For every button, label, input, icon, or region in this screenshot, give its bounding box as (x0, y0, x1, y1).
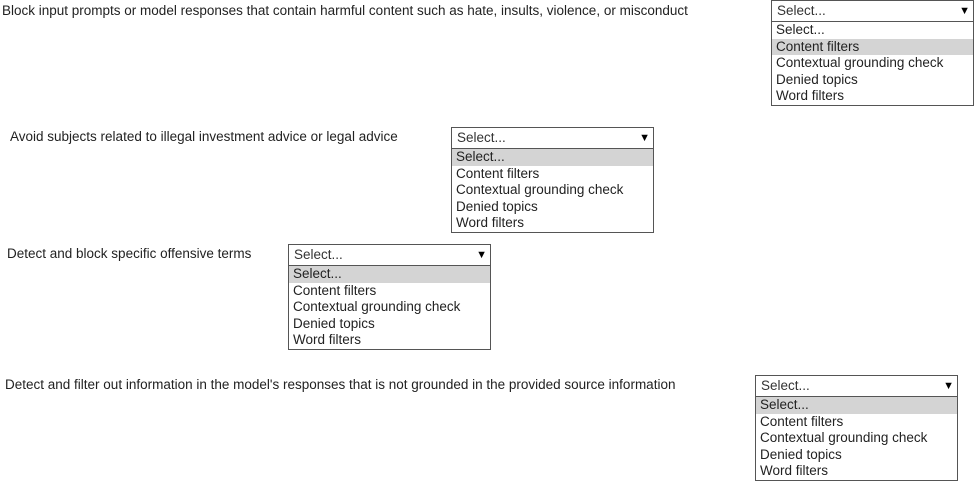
question-1-dropdown[interactable] (771, 0, 974, 106)
question-4-select[interactable] (755, 375, 958, 397)
option-select[interactable]: Select... (756, 397, 957, 414)
chevron-down-icon[interactable]: ▼ (639, 132, 650, 144)
option-denied-topics[interactable]: Denied topics (456, 198, 538, 214)
option-content-filters[interactable]: Content filters (772, 39, 973, 56)
option-select[interactable]: Select... (452, 149, 653, 166)
chevron-down-icon[interactable]: ▼ (959, 5, 970, 17)
question-1-select-value: Select... (777, 3, 826, 18)
question-2-select-value: Select... (457, 130, 506, 145)
question-2-dropdown[interactable] (451, 127, 654, 233)
option-word-filters[interactable]: Word filters (293, 332, 362, 347)
option-content-filters[interactable]: Content filters (456, 165, 540, 181)
question-4-prompt: Detect and filter out information in the model's responses that is not grounded in the provided source information (5, 377, 676, 392)
option-select[interactable]: Select... (776, 22, 825, 37)
question-4-dropdown[interactable] (755, 375, 958, 481)
question-1-prompt: Block input prompts or model responses that contain harmful content such as hate, insults, violence, or misconduct (2, 3, 688, 18)
option-content-filters[interactable]: Content filters (760, 413, 844, 429)
question-1-options-list (771, 22, 974, 106)
option-denied-topics[interactable]: Denied topics (293, 315, 375, 331)
option-contextual-grounding-check[interactable]: Contextual grounding check (456, 182, 624, 197)
question-3-prompt: Detect and block specific offensive terms (7, 246, 252, 261)
question-2-options-list (451, 149, 654, 233)
question-3-dropdown[interactable] (288, 244, 491, 350)
question-1-select[interactable] (771, 0, 974, 22)
option-select[interactable]: Select... (289, 266, 490, 283)
option-denied-topics[interactable]: Denied topics (760, 446, 842, 462)
option-denied-topics[interactable]: Denied topics (776, 71, 858, 87)
question-2-prompt: Avoid subjects related to illegal investment advice or legal advice (10, 129, 398, 144)
option-word-filters[interactable]: Word filters (456, 215, 525, 230)
question-4-select-value: Select... (761, 378, 810, 393)
option-contextual-grounding-check[interactable]: Contextual grounding check (776, 55, 944, 70)
question-2-select[interactable] (451, 127, 654, 149)
chevron-down-icon[interactable]: ▼ (476, 249, 487, 261)
question-3-select-value: Select... (294, 247, 343, 262)
option-contextual-grounding-check[interactable]: Contextual grounding check (760, 430, 928, 445)
question-3-select[interactable] (288, 244, 491, 266)
option-word-filters[interactable]: Word filters (776, 88, 845, 103)
option-content-filters[interactable]: Content filters (293, 282, 377, 298)
question-3-options-list (288, 266, 491, 350)
option-contextual-grounding-check[interactable]: Contextual grounding check (293, 299, 461, 314)
option-word-filters[interactable]: Word filters (760, 463, 829, 478)
chevron-down-icon[interactable]: ▼ (943, 380, 954, 392)
question-4-options-list (755, 397, 958, 481)
